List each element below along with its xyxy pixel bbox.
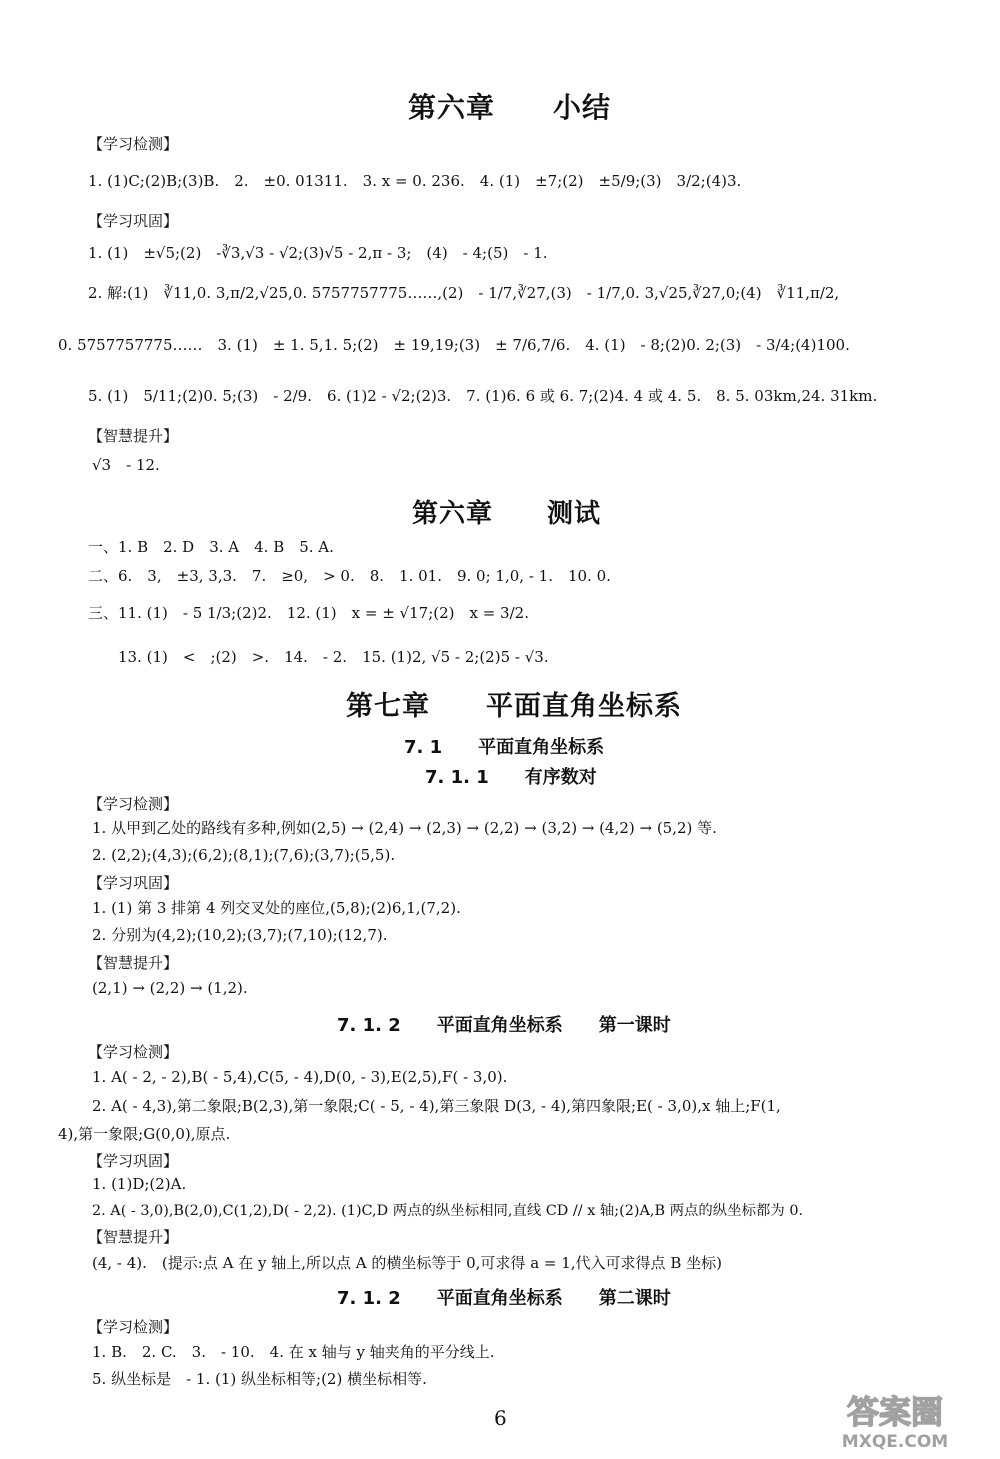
answer-line: 5. (1) 5/11;(2)0. 5;(3) - 2/9. 6. (1)2 - √2;(2)3. 7. (1)6. 6 或 6. 7;(2)4. 4 或 4. 5. 8. 5. 03km,24. 31km. <box>88 387 878 405</box>
study-check-label: 【学习检测】 <box>88 1043 179 1061</box>
page-number: 6 <box>494 1406 507 1430</box>
answer-line: 2. 解:(1) ∛11,0. 3,π/2,√25,0. 5757757775……,(2) - 1/7,∛27,(3) - 1/7,0. 3,√25,∛27,0;(4) ∛11,π/2, <box>88 284 840 302</box>
answer-line: (2,1) → (2,2) → (1,2). <box>92 979 248 997</box>
answer-line: 三、11. (1) - 5 1/3;(2)2. 12. (1) x = ± √17;(2) x = 3/2. <box>88 604 529 622</box>
subsection-title: 7. 1. 1 有序数对 <box>425 767 597 788</box>
ch6-summary-title: 第六章 小结 <box>408 91 612 124</box>
study-check-label: 【学习检测】 <box>88 1318 179 1336</box>
answer-line: 0. 5757757775…… 3. (1) ± 1. 5,1. 5;(2) ± 19,19;(3) ± 7/6,7/6. 4. (1) - 8;(2)0. 2;(3) - 3/4;(4)100. <box>58 336 850 354</box>
answer-line: 1. B. 2. C. 3. - 10. 4. 在 x 轴与 y 轴夹角的平分线上. <box>92 1343 495 1361</box>
ch6-test-title: 第六章 测试 <box>412 499 602 529</box>
wisdom-boost-label: 【智慧提升】 <box>88 1228 179 1246</box>
watermark-logo <box>813 1387 978 1453</box>
answer-line: 2. A( - 3,0),B(2,0),C(1,2),D( - 2,2). (1)C,D 两点的纵坐标相同,直线 CD // x 轴;(2)A,B 两点的纵坐标都为 0. <box>92 1203 804 1219</box>
answer-line: 一、1. B 2. D 3. A 4. B 5. A. <box>88 538 334 556</box>
answer-line: 4),第一象限;G(0,0),原点. <box>58 1125 231 1143</box>
study-consolidate-label: 【学习巩固】 <box>88 874 179 892</box>
watermark-bottom-text: MXQE.COM <box>841 1432 949 1452</box>
answer-line: (4, - 4). (提示:点 A 在 y 轴上,所以点 A 的横坐标等于 0,可求得 a = 1,代入可求得点 B 坐标) <box>92 1254 722 1272</box>
answer-line: 1. (1) 第 3 排第 4 列交叉处的座位,(5,8);(2)6,1,(7,2). <box>92 899 461 917</box>
answer-line: 13. (1) < ;(2) >. 14. - 2. 15. (1)2, √5 - 2;(2)5 - √3. <box>118 648 549 666</box>
answer-line: 二、6. 3, ±3, 3,3. 7. ≥0, > 0. 8. 1. 01. 9. 0; 1,0, - 1. 10. 0. <box>88 567 611 585</box>
subsection-title: 7. 1. 2 平面直角坐标系 第二课时 <box>337 1288 671 1309</box>
answer-line: 5. 纵坐标是 - 1. (1) 纵坐标相等;(2) 横坐标相等. <box>92 1370 427 1388</box>
answer-line: 1. (1) ±√5;(2) -∛3,√3 - √2;(3)√5 - 2,π - 3; (4) - 4;(5) - 1. <box>88 244 548 262</box>
study-consolidate-label: 【学习巩固】 <box>88 212 179 230</box>
study-consolidate-label: 【学习巩固】 <box>88 1152 179 1170</box>
answer-line: √3 - 12. <box>92 456 160 474</box>
watermark-top-text: 答案圈 <box>846 1393 944 1431</box>
study-check-label: 【学习检测】 <box>88 135 179 153</box>
answer-line: 1. 从甲到乙处的路线有多种,例如(2,5) → (2,4) → (2,3) → (2,2) → (3,2) → (4,2) → (5,2) 等. <box>92 819 717 837</box>
answer-line: 1. (1)C;(2)B;(3)B. 2. ±0. 01311. 3. x = 0. 236. 4. (1) ±7;(2) ±5/9;(3) 3/2;(4)3. <box>88 172 742 190</box>
subsection-title: 7. 1. 2 平面直角坐标系 第一课时 <box>337 1015 671 1036</box>
wisdom-boost-label: 【智慧提升】 <box>88 954 179 972</box>
answer-line: 1. A( - 2, - 2),B( - 5,4),C(5, - 4),D(0, - 3),E(2,5),F( - 3,0). <box>92 1068 508 1086</box>
study-check-label: 【学习检测】 <box>88 795 179 813</box>
section-title: 7. 1 平面直角坐标系 <box>404 737 605 758</box>
answer-line: 2. (2,2);(4,3);(6,2);(8,1);(7,6);(3,7);(5,5). <box>92 846 396 864</box>
ch7-title: 第七章 平面直角坐标系 <box>346 691 682 722</box>
answer-line: 2. 分别为(4,2);(10,2);(3,7);(7,10);(12,7). <box>92 926 388 944</box>
wisdom-boost-label: 【智慧提升】 <box>88 427 179 445</box>
answer-line: 2. A( - 4,3),第二象限;B(2,3),第一象限;C( - 5, - 4),第三象限 D(3, - 4),第四象限;E( - 3,0),x 轴上;F(1, <box>92 1097 781 1115</box>
answer-line: 1. (1)D;(2)A. <box>92 1175 187 1193</box>
